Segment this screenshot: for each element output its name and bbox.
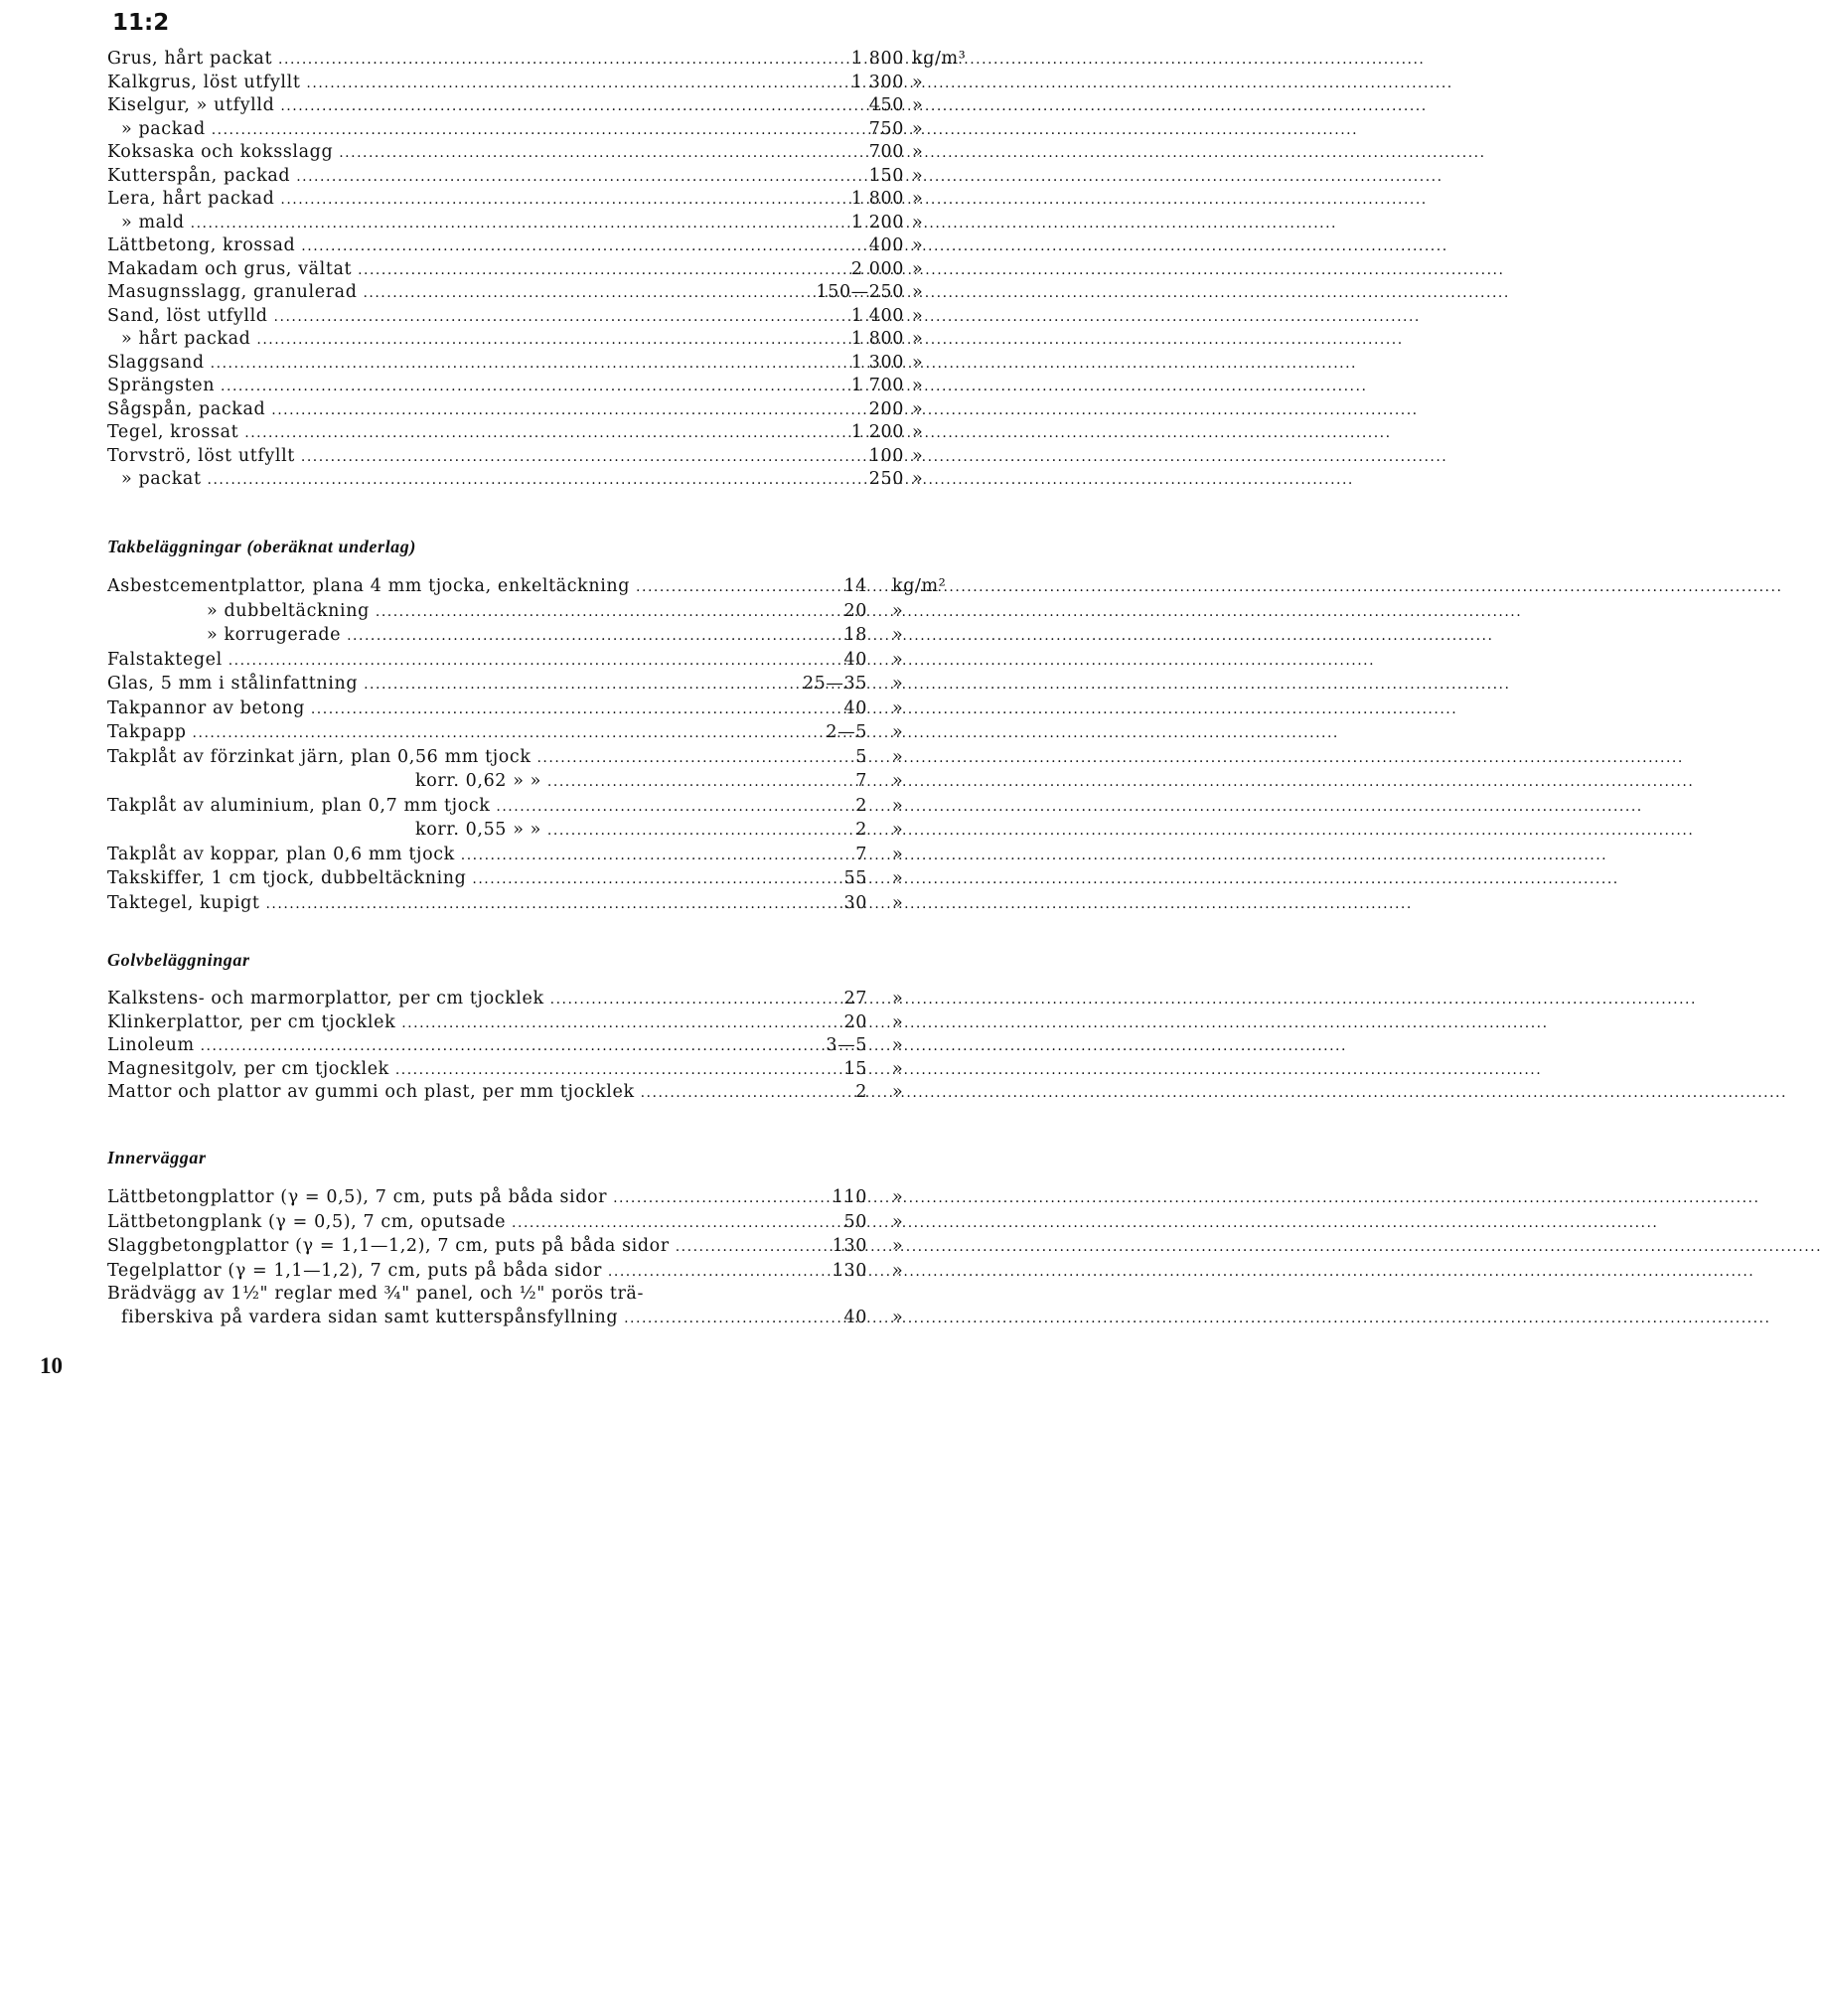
- row-unit: »: [912, 118, 924, 139]
- row-label: Klinkerplattor, per cm tjocklek: [107, 1011, 396, 1032]
- row-value: 2: [855, 820, 867, 840]
- table-row: [107, 1058, 949, 1082]
- row-unit: »: [912, 212, 924, 233]
- row-label: Asbestcementplattor, plana 4 mm tjocka, enkeltäckning: [107, 576, 631, 596]
- row-unit: »: [892, 1035, 904, 1055]
- row-value: 7: [855, 771, 867, 791]
- row-label: Taktegel, kupigt: [107, 892, 260, 913]
- row-label: Tegel, krossat: [107, 422, 239, 442]
- row-unit: »: [912, 329, 924, 349]
- table-row: [107, 574, 949, 599]
- interior-walls-section: [107, 1146, 949, 1329]
- row-unit: »: [912, 398, 924, 419]
- row-label: Mattor och plattor av gummi och plast, per mm tjocklek: [107, 1082, 635, 1102]
- row-unit: »: [912, 445, 924, 466]
- row-label: » packat: [121, 469, 202, 489]
- row-unit: »: [892, 625, 904, 645]
- row-unit: »: [892, 1082, 904, 1102]
- row-unit: »: [892, 746, 904, 767]
- table-row: [107, 1011, 949, 1035]
- table-row: [107, 72, 949, 95]
- row-unit: »: [912, 376, 924, 395]
- row-unit: »: [892, 1307, 904, 1327]
- table-row: [107, 769, 949, 794]
- row-unit: »: [892, 771, 904, 791]
- table-row: [107, 866, 949, 891]
- row-value: 100: [868, 445, 904, 466]
- table-row: [107, 1307, 949, 1330]
- table-row: [107, 599, 949, 624]
- row-label: Lera, hårt packad: [107, 189, 275, 209]
- row-value: 1 200: [850, 212, 904, 233]
- row-unit: »: [912, 282, 924, 302]
- row-unit: »: [912, 235, 924, 255]
- row-unit: »: [912, 422, 924, 442]
- row-label: Lättbetongplattor (γ = 0,5), 7 cm, puts på båda sidor: [107, 1187, 608, 1207]
- row-label: Tegelplattor (γ = 1,1—1,2), 7 cm, puts på båda sidor: [107, 1260, 602, 1281]
- table-row: [107, 118, 949, 142]
- table-row: [107, 818, 949, 843]
- row-value: 110: [832, 1187, 867, 1207]
- row-label: Grus, hårt packat: [107, 49, 273, 69]
- table-row: [107, 468, 949, 492]
- row-label: Magnesitgolv, per cm tjocklek: [107, 1058, 389, 1079]
- row-unit: »: [892, 649, 904, 670]
- row-label: Sågspån, packad: [107, 398, 266, 419]
- row-value: 1 300: [850, 72, 904, 92]
- row-value: 7: [855, 844, 867, 864]
- table-row: [107, 141, 949, 165]
- table-row: [107, 720, 949, 745]
- table-row: [107, 623, 949, 648]
- row-unit: »: [912, 469, 924, 489]
- table-row: [107, 1034, 949, 1058]
- row-unit: »: [892, 1260, 904, 1281]
- row-value: 27: [843, 989, 867, 1008]
- table-row: [107, 328, 949, 352]
- row-value: 700: [868, 142, 904, 162]
- bulk-materials-table: [107, 48, 967, 492]
- table-row: [107, 212, 949, 235]
- interior-walls-heading: Innerväggar: [107, 1148, 207, 1167]
- row-value: 450: [868, 95, 904, 115]
- row-unit: »: [892, 1236, 904, 1256]
- row-value: 14: [843, 576, 867, 596]
- row-value: 2 000: [850, 258, 904, 279]
- row-label: Takplåt av koppar, plan 0,6 mm tjock: [107, 844, 455, 864]
- row-value: 250: [868, 469, 904, 489]
- row-unit: »: [912, 142, 924, 162]
- row-value: 2—5: [826, 722, 867, 742]
- page-id: 11:2: [112, 10, 170, 36]
- row-unit: kg/m²: [892, 576, 947, 596]
- row-unit: »: [892, 868, 904, 888]
- table-row: [107, 1234, 949, 1259]
- row-unit: »: [892, 600, 904, 621]
- table-row: [107, 445, 949, 469]
- row-label: Linoleum: [107, 1035, 195, 1055]
- table-row: [107, 1283, 949, 1307]
- row-value: 25—35: [802, 674, 867, 694]
- table-row: [107, 375, 949, 398]
- row-value: 1 400: [850, 305, 904, 326]
- table-row: [107, 48, 967, 72]
- row-unit: »: [892, 844, 904, 864]
- row-unit: »: [892, 1058, 904, 1079]
- table-row: [107, 891, 949, 916]
- row-value: 1 800: [850, 189, 904, 209]
- table-row: [107, 1185, 949, 1210]
- table-row: [107, 745, 949, 770]
- table-row: [107, 1259, 949, 1284]
- row-label: Takplåt av förzinkat järn, plan 0,56 mm tjock: [107, 746, 531, 767]
- table-row: [107, 305, 949, 329]
- table-row: [107, 234, 949, 258]
- row-unit: »: [912, 165, 924, 186]
- row-unit: »: [912, 95, 924, 115]
- row-value: 1 800: [850, 49, 904, 69]
- row-label: Masugnsslagg, granulerad: [107, 282, 358, 302]
- table-row: [107, 648, 949, 673]
- row-unit: »: [892, 674, 904, 694]
- row-unit: »: [892, 892, 904, 913]
- row-value: 30: [843, 892, 867, 913]
- row-label: Takskiffer, 1 cm tjock, dubbeltäckning: [107, 868, 467, 888]
- row-label: fiberskiva på vardera sidan samt kutterspånsfyllning: [121, 1307, 619, 1327]
- row-unit: »: [912, 72, 924, 92]
- row-label: Lättbetong, krossad: [107, 235, 296, 255]
- table-row: [107, 1081, 949, 1105]
- row-value: 1 300: [850, 352, 904, 373]
- row-label: » korrugerade: [207, 625, 342, 645]
- row-label: Kalkgrus, löst utfyllt: [107, 72, 301, 92]
- row-value: 750: [868, 118, 904, 139]
- row-unit: »: [892, 722, 904, 742]
- row-value: 1 700: [850, 376, 904, 395]
- row-value: 20: [843, 600, 867, 621]
- table-row: [107, 258, 949, 282]
- row-unit: »: [892, 795, 904, 816]
- row-value: 2: [855, 1082, 867, 1102]
- row-value: 18: [843, 625, 867, 645]
- table-row: [107, 794, 949, 819]
- row-value: 40: [843, 649, 867, 670]
- row-unit: »: [892, 1187, 904, 1207]
- row-value: 5: [855, 746, 867, 767]
- row-value: 400: [868, 235, 904, 255]
- table-row: [107, 398, 949, 422]
- row-value: 150—250: [816, 282, 904, 302]
- row-label: » packad: [121, 118, 206, 139]
- table-row: [107, 352, 949, 376]
- row-value: 1 800: [850, 329, 904, 349]
- row-label: Falstaktegel: [107, 649, 223, 670]
- row-label: Kutterspån, packad: [107, 165, 291, 186]
- row-label: Koksaska och koksslagg: [107, 142, 334, 162]
- row-unit: »: [892, 820, 904, 840]
- row-value: 50: [843, 1211, 867, 1232]
- row-label: Sand, löst utfylld: [107, 305, 268, 326]
- row-unit: »: [892, 698, 904, 718]
- row-label: Slaggsand: [107, 352, 205, 373]
- row-label: korr. 0,62 » »: [415, 771, 541, 791]
- flooring-heading: Golvbeläggningar: [107, 950, 250, 970]
- row-value: 130: [832, 1236, 867, 1256]
- table-row: [107, 421, 949, 445]
- row-label: » dubbeltäckning: [207, 600, 370, 621]
- table-row: [107, 281, 949, 305]
- row-value: 55: [843, 868, 867, 888]
- row-unit: »: [912, 189, 924, 209]
- table-row: [107, 1210, 949, 1235]
- page-number: 10: [40, 1353, 63, 1378]
- row-unit: »: [912, 305, 924, 326]
- row-value: 40: [843, 1307, 867, 1327]
- row-label: Makadam och grus, vältat: [107, 258, 353, 279]
- row-label: Glas, 5 mm i stålinfattning: [107, 674, 359, 694]
- table-row: [107, 697, 949, 721]
- row-value: 150: [868, 165, 904, 186]
- row-unit: kg/m³: [912, 49, 967, 69]
- row-label: Lättbetongplank (γ = 0,5), 7 cm, oputsade: [107, 1211, 507, 1232]
- row-label: » mald: [121, 212, 185, 233]
- roofing-section: [107, 535, 949, 915]
- table-row: [107, 672, 949, 697]
- row-value: 3—5: [826, 1035, 867, 1055]
- table-row: [107, 94, 949, 118]
- row-label: Takpapp: [107, 722, 187, 742]
- flooring-section: [107, 948, 949, 1105]
- row-label: Sprängsten: [107, 376, 216, 395]
- row-value: 130: [832, 1260, 867, 1281]
- row-label: Slaggbetongplattor (γ = 1,1—1,2), 7 cm, puts på båda sidor: [107, 1236, 670, 1256]
- row-label: Takplåt av aluminium, plan 0,7 mm tjock: [107, 795, 491, 816]
- row-value: 20: [843, 1011, 867, 1032]
- table-row: [107, 165, 949, 189]
- row-label: korr. 0,55 » »: [415, 820, 541, 840]
- row-unit: »: [892, 989, 904, 1008]
- table-row: [107, 988, 949, 1011]
- row-label: » hårt packad: [121, 329, 251, 349]
- row-value: 1 200: [850, 422, 904, 442]
- row-label: Kalkstens- och marmorplattor, per cm tjocklek: [107, 989, 544, 1008]
- roofing-heading: Takbeläggningar (oberäknat underlag): [107, 537, 416, 556]
- table-row: [107, 188, 949, 212]
- row-unit: »: [892, 1211, 904, 1232]
- row-value: 200: [868, 398, 904, 419]
- row-label: Takpannor av betong: [107, 698, 305, 718]
- row-unit: »: [912, 352, 924, 373]
- row-label: Brädvägg av 1½" reglar med ¾" panel, och ½" porös trä-: [107, 1284, 644, 1304]
- row-unit: »: [912, 258, 924, 279]
- row-label: Kiselgur, » utfylld: [107, 95, 275, 115]
- row-unit: »: [892, 1011, 904, 1032]
- table-row: [107, 843, 949, 867]
- row-label: Torvströ, löst utfyllt: [107, 445, 295, 466]
- row-value: 15: [843, 1058, 867, 1079]
- row-value: 2: [855, 795, 867, 816]
- row-value: 40: [843, 698, 867, 718]
